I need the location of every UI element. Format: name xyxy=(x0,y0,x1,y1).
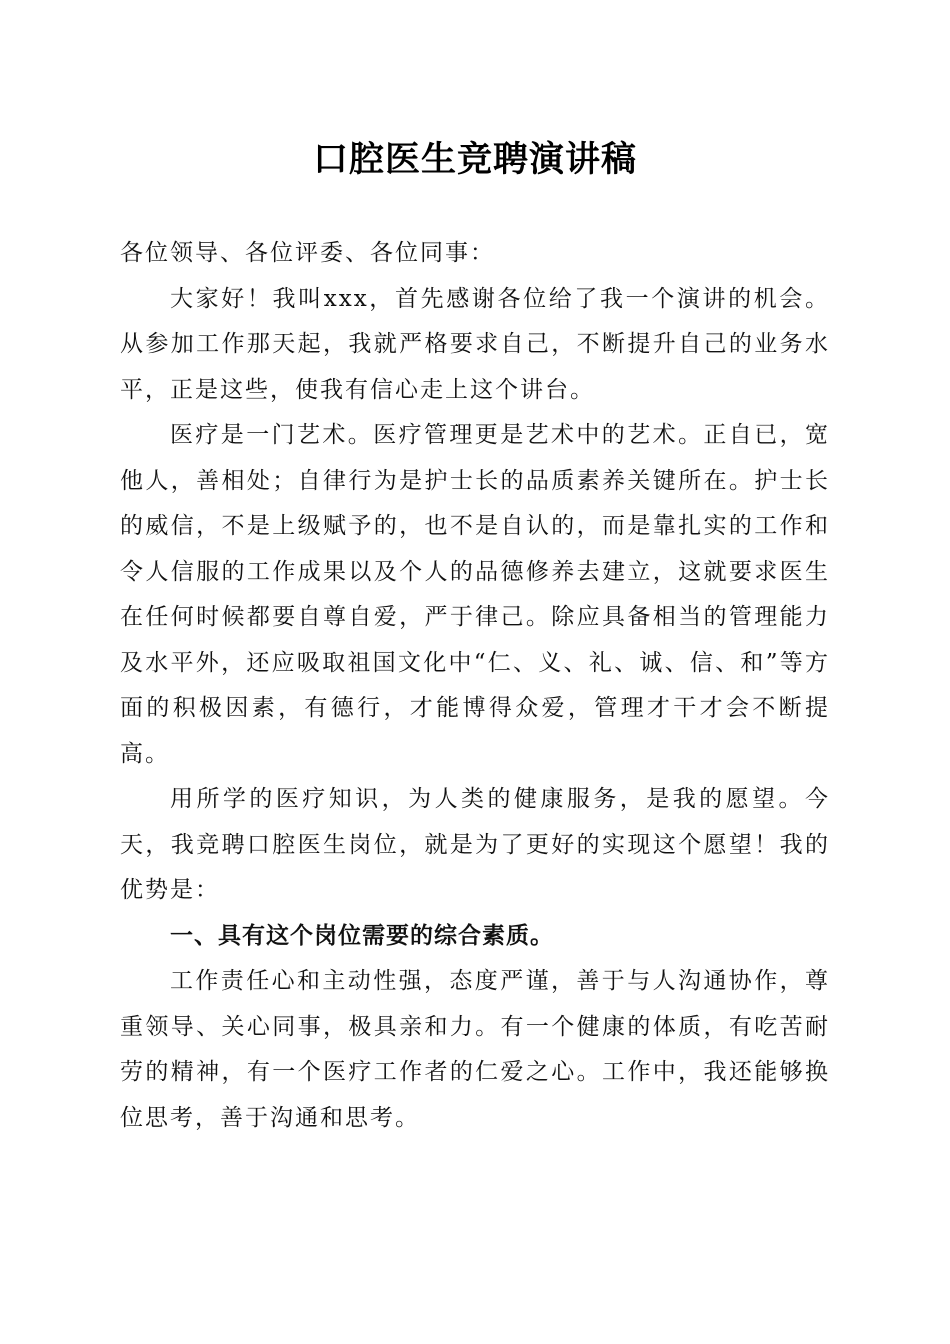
paragraph-qualities: 工作责任心和主动性强，态度严谨，善于与人沟通协作，尊重领导、关心同事，极具亲和力。有一个健康的体质，有吃苦耐劳的精神，有一个医疗工作者的仁爱之心。工作中，我还能够换位思考，善于沟通和思考。 xyxy=(120,968,830,1131)
document-body xyxy=(120,231,830,1141)
paragraph-aspiration: 用所学的医疗知识，为人类的健康服务，是我的愿望。今天，我竞聘口腔医生岗位，就是为了更好的实现这个愿望！我的优势是： xyxy=(120,786,830,903)
document-title: 口腔医生竞聘演讲稿 xyxy=(312,139,637,180)
paragraph-introduction: 大家好！我叫xxx，首先感谢各位给了我一个演讲的机会。从参加工作那天起，我就严格要求自己，不断提升自己的业务水平，正是这些，使我有信心走上这个讲台。 xyxy=(120,285,830,403)
paragraph-medical-art: 医疗是一门艺术。医疗管理更是艺术中的艺术。正自已，宽他人，善相处；自律行为是护士长的品质素养关键所在。护士长的威信，不是上级赋予的，也不是自认的，而是靠扎实的工作和令人信服的工作成果以及个人的品德修养去建立，这就要求医生在任何时候都要自尊自爱，严于律己。除应具备相当的管理能力及水平外，还应吸取祖国文化中“仁、义、礼、诚、信、和”等方面的积极因素，有德行，才能博得众爱，管理才干才会不断提高。 xyxy=(120,422,830,767)
section-heading: 一、具有这个岗位需要的综合素质。 xyxy=(170,922,554,949)
salutation: 各位领导、各位评委、各位同事： xyxy=(120,240,495,266)
